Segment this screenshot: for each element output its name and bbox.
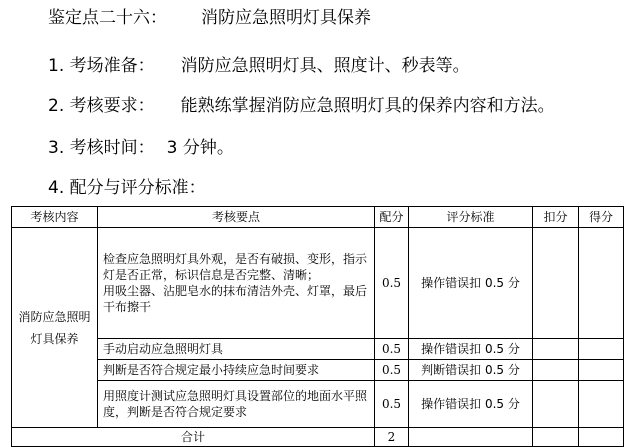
header-obtained: 得分	[579, 207, 624, 228]
deduction-cell	[533, 228, 579, 339]
score-cell: 0.5	[375, 381, 409, 428]
header-criteria: 评分标准	[409, 207, 533, 228]
exam-preparation-label: 1. 考场准备：	[48, 56, 155, 76]
heading-label: 鉴定点二十六：	[48, 8, 167, 28]
total-label: 合计	[12, 428, 375, 447]
exam-time-text: 3 分钟。	[166, 138, 234, 158]
header-score: 配分	[375, 207, 409, 228]
exam-time	[48, 138, 234, 158]
criteria-cell: 操作错误扣 0.5 分	[409, 228, 533, 339]
scoring-standard-heading	[48, 178, 206, 198]
total-row	[12, 428, 624, 447]
exam-preparation	[48, 56, 470, 76]
content-cell: 消防应急照明灯具保养	[12, 228, 98, 428]
scoring-table	[11, 206, 624, 447]
table-row	[12, 228, 624, 339]
exam-requirement-text: 能熟练掌握消防应急照明灯具的保养内容和方法。	[180, 96, 555, 116]
criteria-cell: 判断错误扣 0.5 分	[409, 360, 533, 381]
exam-time-label: 3. 考核时间：	[48, 138, 155, 158]
deduction-cell	[533, 381, 579, 428]
point-cell: 判断是否符合规定最小持续应急时间要求	[98, 360, 375, 381]
deduction-cell	[533, 339, 579, 360]
table-row	[12, 360, 624, 381]
total-score: 2	[375, 428, 409, 447]
point-cell: 用照度计测试应急照明灯具设置部位的地面水平照度，判断是否符合规定要求	[98, 381, 375, 428]
obtained-cell	[579, 360, 624, 381]
obtained-cell	[579, 228, 624, 339]
section-heading	[48, 8, 371, 28]
score-cell: 0.5	[375, 339, 409, 360]
deduction-cell	[533, 360, 579, 381]
heading-title: 消防应急照明灯具保养	[201, 8, 371, 28]
criteria-cell: 操作错误扣 0.5 分	[409, 381, 533, 428]
point-cell: 手动启动应急照明灯具	[98, 339, 375, 360]
exam-preparation-text: 消防应急照明灯具、照度计、秒表等。	[180, 56, 470, 76]
point-cell	[98, 228, 375, 339]
scoring-standard-label: 4. 配分与评分标准：	[48, 178, 206, 198]
point-text: 检查应急照明灯具外观，是否有破损、变形，指示灯是否正常，标识信息是否完整、清晰；	[103, 252, 368, 282]
score-cell: 0.5	[375, 360, 409, 381]
header-content: 考核内容	[12, 207, 98, 228]
obtained-cell	[579, 381, 624, 428]
total-deduction-cell	[533, 428, 579, 447]
criteria-cell: 操作错误扣 0.5 分	[409, 339, 533, 360]
obtained-cell	[579, 339, 624, 360]
point-text-2: 用吸尘器、沾肥皂水的抹布清洁外壳、灯罩，最后干布擦干	[103, 284, 368, 314]
total-criteria-cell	[409, 428, 533, 447]
exam-requirement	[48, 96, 555, 116]
table-row	[12, 381, 624, 428]
header-point: 考核要点	[98, 207, 375, 228]
exam-requirement-label: 2. 考核要求：	[48, 96, 155, 116]
header-deduction: 扣分	[533, 207, 579, 228]
table-header-row	[12, 207, 624, 228]
table-row	[12, 339, 624, 360]
score-cell: 0.5	[375, 228, 409, 339]
total-obtained-cell	[579, 428, 624, 447]
